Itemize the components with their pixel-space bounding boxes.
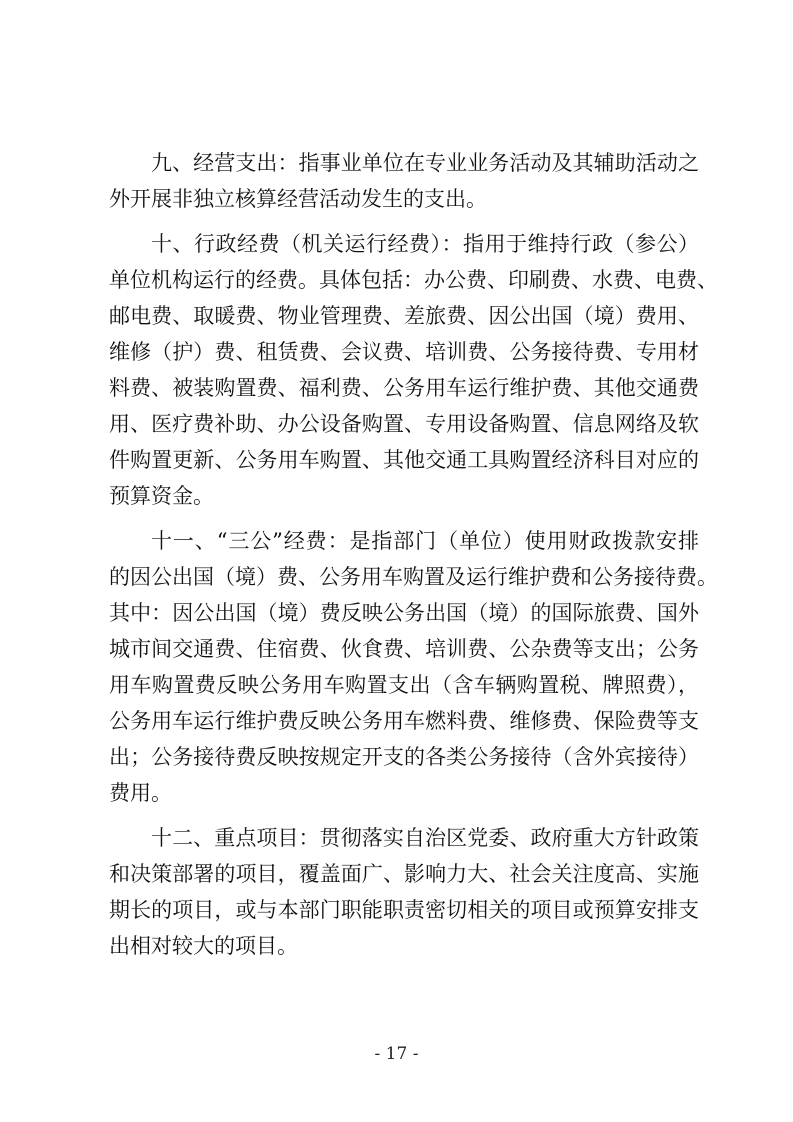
- paragraph-11-line-4: 城市间交通费、住宿费、伙食费、培训费、公杂费等支出；公务: [109, 637, 699, 661]
- paragraph-10-line-8: 预算资金。: [109, 484, 214, 508]
- paragraph-10-line-5: 料费、被装购置费、福利费、公务用车运行维护费、其他交通费: [109, 376, 699, 400]
- paragraph-12-line-2: 和决策部署的项目，覆盖面广、影响力大、社会关注度高、实施: [109, 862, 699, 886]
- page-number: - 17 -: [374, 1044, 419, 1064]
- paragraph-10-line-2: 单位机构运行的经费。具体包括：办公费、印刷费、水费、电费、: [109, 268, 718, 292]
- paragraph-10-line-1: 十、行政经费（机关运行经费）：指用于维持行政（参公）: [151, 232, 699, 256]
- paragraph-12-line-4: 出相对较大的项目。: [109, 934, 298, 958]
- paragraph-11-line-2: 的因公出国（境）费、公务用车购置及运行维护费和公务接待费。: [109, 565, 718, 589]
- paragraph-10-line-3: 邮电费、取暖费、物业管理费、差旅费、因公出国（境）费用、: [109, 304, 699, 328]
- paragraph-12-line-1: 十二、重点项目：贯彻落实自治区党委、政府重大方针政策: [151, 826, 699, 850]
- paragraph-12-line-3: 期长的项目，或与本部门职能职责密切相关的项目或预算安排支: [109, 898, 699, 922]
- paragraph-11-line-1: 十一、“三公”经费：是指部门（单位）使用财政拨款安排: [151, 529, 699, 553]
- paragraph-11-line-6: 公务用车运行维护费反映公务用车燃料费、维修费、保险费等支: [109, 709, 699, 733]
- paragraph-11-line-7: 出；公务接待费反映按规定开支的各类公务接待（含外宾接待）: [109, 745, 699, 769]
- paragraph-11-line-8: 费用。: [109, 781, 172, 805]
- paragraph-11-line-5: 用车购置费反映公务用车购置支出（含车辆购置税、牌照费），: [109, 673, 699, 697]
- paragraph-10-line-6: 用、医疗费补助、办公设备购置、专用设备购置、信息网络及软: [109, 412, 699, 436]
- paragraph-10-line-4: 维修（护）费、租赁费、会议费、培训费、公务接待费、专用材: [109, 340, 699, 364]
- paragraph-11-line-3: 其中：因公出国（境）费反映公务出国（境）的国际旅费、国外: [109, 601, 699, 625]
- paragraph-9-line-1: 九、经营支出：指事业单位在专业业务活动及其辅助活动之: [151, 151, 699, 175]
- paragraph-10-line-7: 件购置更新、公务用车购置、其他交通工具购置经济科目对应的: [109, 448, 699, 472]
- paragraph-9-line-2: 外开展非独立核算经营活动发生的支出。: [109, 187, 487, 211]
